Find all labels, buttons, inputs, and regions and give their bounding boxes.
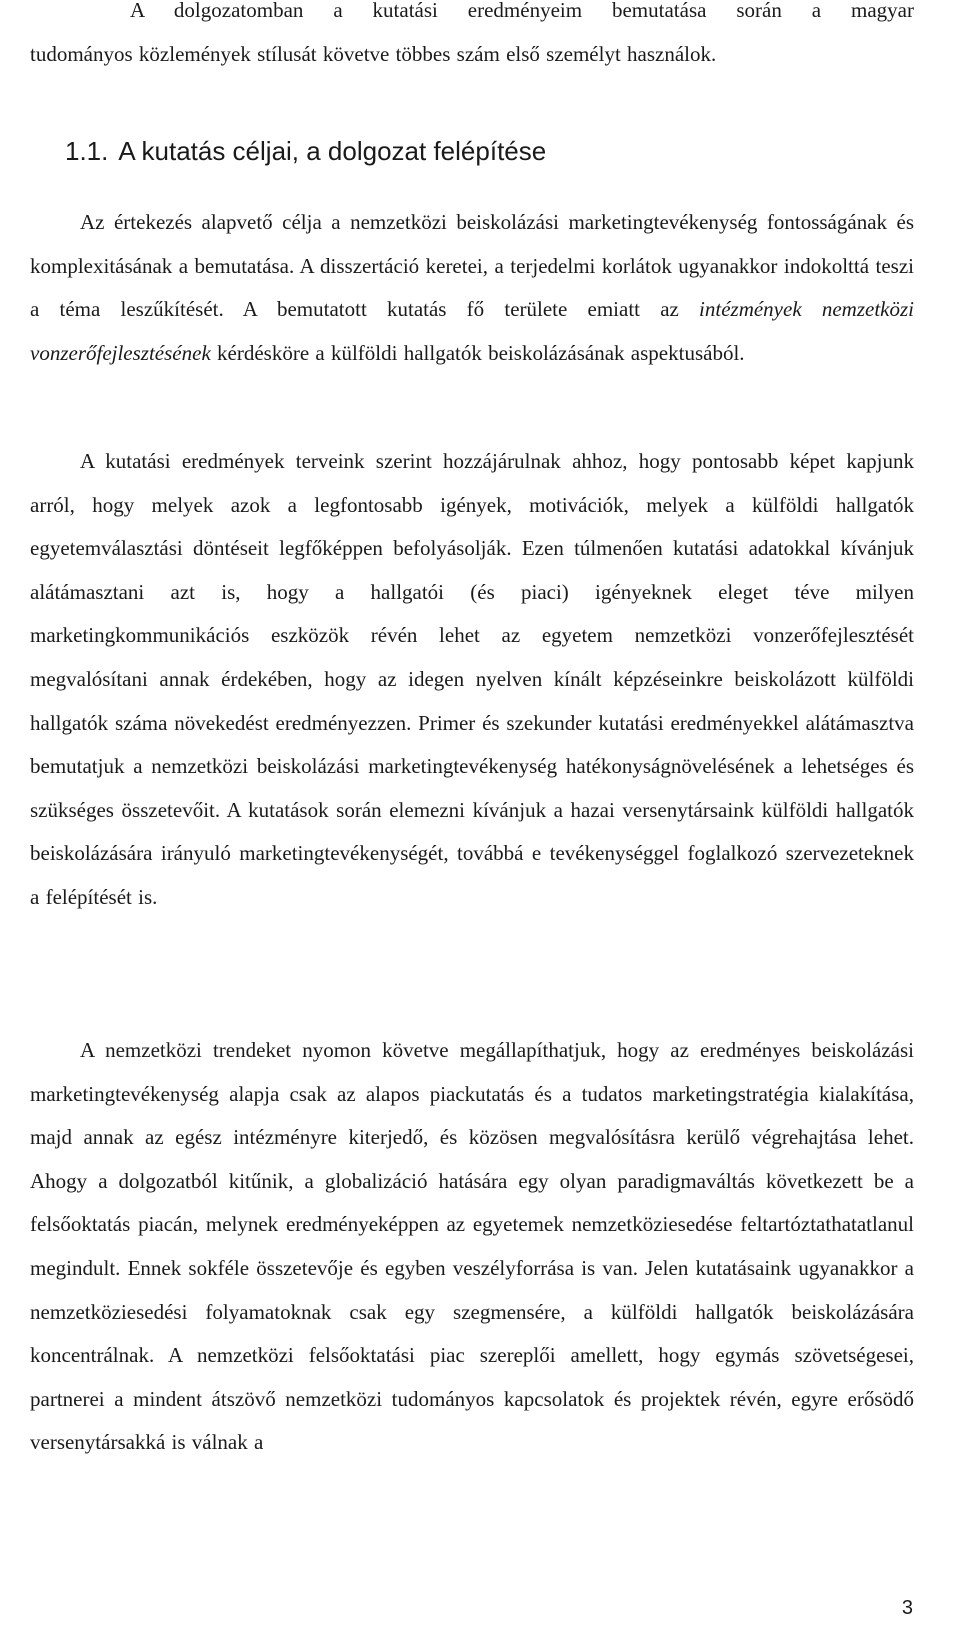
paragraph-research-focus: [30, 201, 914, 375]
intro-paragraph: [30, 0, 914, 76]
section-title: A kutatás céljai, a dolgozat felépítése: [118, 136, 547, 166]
page-number: 3: [901, 1597, 913, 1619]
section-number: 1.1.: [65, 136, 109, 166]
paragraph-research-outcomes: A kutatási eredmények terveink szerint hozzájárulnak ahhoz, hogy pontosabb képet kapjunk arról, hogy melyek azok a legfontosabb igények, motivációk, melyek a külföldi hallgatók egyetemválasztási döntéseit legfőképpen befolyásolják. Ezen túlmenően kutatási adatokkal kívánjuk alátámasztani azt is, hogy a hallgatói (és piaci) igényeknek eleget téve milyen marketingkommunikációs eszközök révén lehet az egyetem nemzetközi vonzerőfejlesztését megvalósítani annak érdekében, hogy az idegen nyelven kínált képzéseinkre beiskolázott külföldi hallgatók száma növekedést eredményezzen. Primer és szekunder kutatási eredményekkel alátámasztva bemutatjuk a nemzetközi beiskolázási marketingtevékenység hatékonyságnövelésének a lehetséges és szükséges összetevőit. A kutatások során elemezni kívánjuk a hazai versenytársaink külföldi hallgatók beiskolázására irányuló marketingtevékenységét, továbbá e tevékenységgel foglalkozó szervezeteknek a felépítését is.: [30, 449, 914, 909]
paragraph-research-focus-text-a: Az értekezés alapvető célja a nemzetközi beiskolázási marketingtevékenység fontosságának és komplexitásának a bemutatása. A disszertáció keretei, a terjedelmi korlátok ugyanakkor indokolttá teszi a téma leszűkítését. A bemutatott kutatás fő területe emiatt az: [30, 210, 914, 322]
paragraph-research-focus-text-b: kérdésköre a külföldi hallgatók beiskolázásának aspektusából.: [210, 340, 745, 365]
paragraph-international-trends: A nemzetközi trendeket nyomon követve megállapíthatjuk, hogy az eredményes beiskolázási marketingtevékenység alapja csak az alapos piackutatás és a tudatos marketingstratégia kialakítása, majd annak az egész intézményre kiterjedő, és közösen megvalósításra kerülő végrehajtása lehet. Ahogy a dolgozatból kitűnik, a globalizáció hatására egy olyan paradigmaváltás következett be a felsőoktatás piacán, melynek eredményeképpen az egyetemek nemzetköziesedése feltartóztathatatlanul megindult. Ennek sokféle összetevője és egyben veszélyforrása is van. Jelen kutatásaink ugyanakkor a nemzetköziesedési folyamatoknak csak egy szegmensére, a külföldi hallgatók beiskolázására koncentrálnak. A nemzetközi felsőoktatási piac szereplői amellett, hogy egymás szövetségesei, partnerei a mindent átszövő nemzetközi tudományos kapcsolatok és projektek révén, egyre erősödő versenytársakká is válnak a: [30, 1038, 914, 1455]
paragraph-research-focus-emphasis: intézmények nemzetközi vonzerőfejlesztésének: [30, 297, 914, 365]
intro-line-2: tudományos közlemények stílusát követve többes szám első személyt használok.: [30, 41, 717, 66]
section-heading: [65, 131, 546, 171]
intro-line-1: A dolgozatomban a kutatási eredményeim bemutatása során a magyar: [130, 0, 914, 22]
